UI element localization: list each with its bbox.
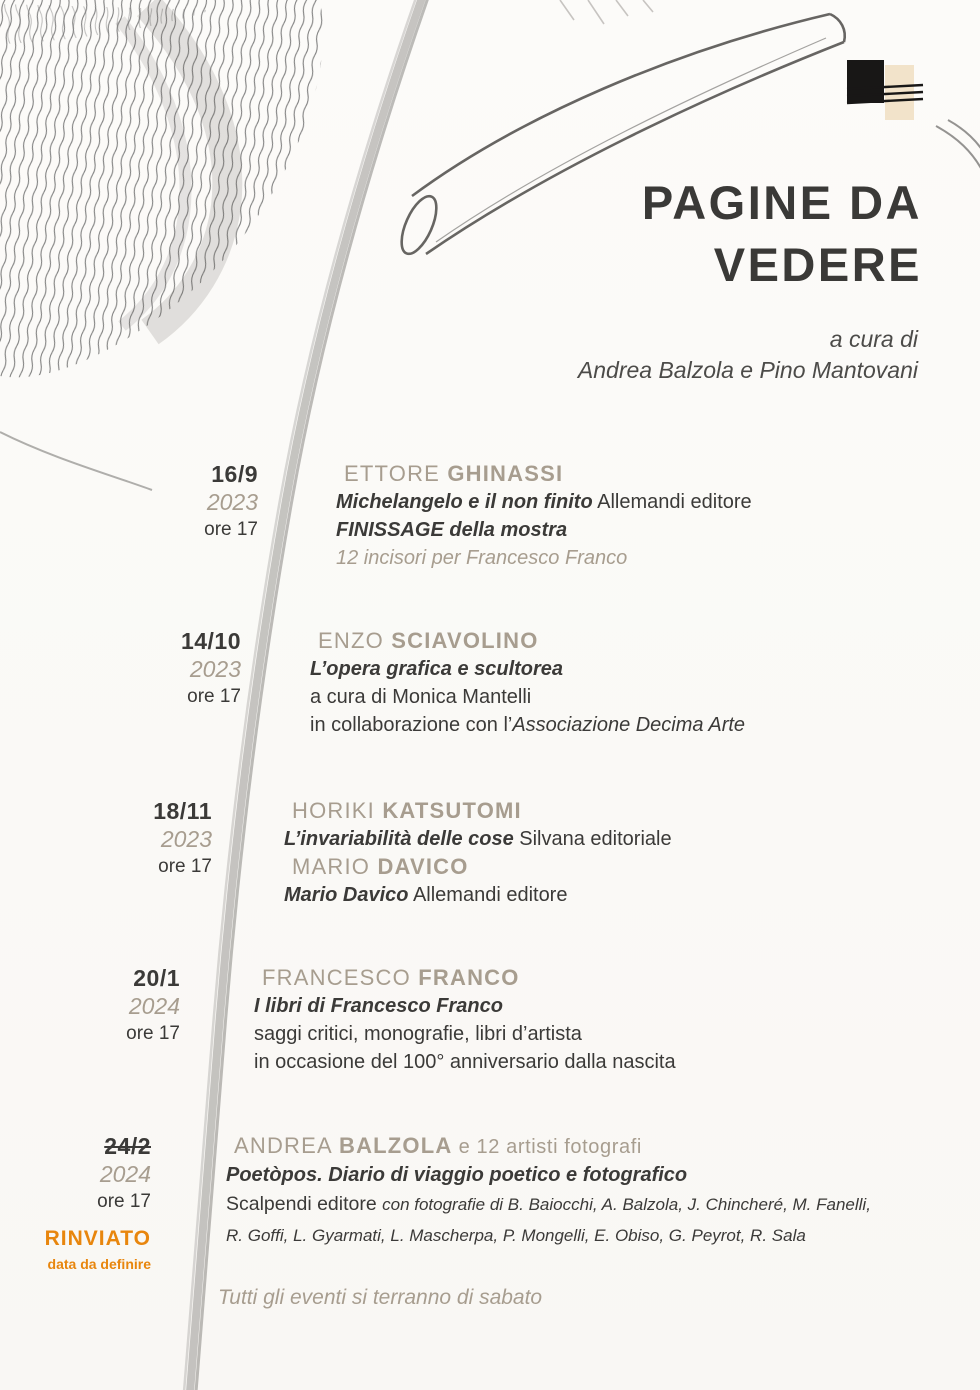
artist-name: FRANCESCO FRANCO (262, 965, 520, 990)
event-date-block (40, 964, 180, 1048)
poster-title-line2: VEDERE (713, 238, 922, 291)
event-date-block (72, 797, 212, 881)
poster-title-line1: PAGINE DA (641, 176, 922, 229)
event-year: 2023 (189, 656, 241, 682)
work-line: L’opera grafica e scultorea (310, 658, 564, 680)
event-time: ore 17 (158, 856, 212, 877)
event-day: 14/10 (180, 628, 241, 654)
event-time: ore 17 (204, 519, 258, 540)
curated-by-label: a cura di (829, 326, 918, 352)
artist-name: ETTORE GHINASSI (344, 461, 564, 486)
detail-line-2: in occasione del 100° anniversario dalla nascita (254, 1051, 676, 1073)
publisher-logo-icon (845, 58, 925, 122)
curated-line: a cura di Monica Mantelli (310, 686, 532, 708)
event-day: 20/1 (133, 965, 180, 991)
work-line: Michelangelo e il non finito Allemandi editore (336, 491, 752, 513)
event-time: ore 17 (97, 1191, 151, 1212)
event-content (254, 964, 874, 1076)
status-note: data da definire (47, 1256, 151, 1272)
event-year: 2023 (206, 489, 258, 515)
event-subtitle: FINISSAGE della mostra (336, 519, 568, 541)
event-date-block (11, 1132, 151, 1273)
title-block (642, 172, 922, 296)
event-day: 18/11 (153, 798, 212, 824)
event-year: 2024 (128, 993, 180, 1019)
artist-name: ENZO SCIAVOLINO (318, 628, 539, 653)
event-day-struck: 24/2 (104, 1133, 151, 1159)
event-content (226, 1132, 886, 1251)
artist-name: HORIKI KATSUTOMI (292, 798, 522, 823)
event-year: 2023 (160, 826, 212, 852)
event-time: ore 17 (187, 686, 241, 707)
event-date-block (101, 627, 241, 711)
event-note: 12 incisori per Francesco Franco (336, 547, 628, 569)
curators-names: Andrea Balzola e Pino Mantovani (577, 357, 918, 383)
event-content (284, 797, 884, 909)
event-time: ore 17 (126, 1023, 180, 1044)
collab-line: in collaborazione con l’Associazione Decima Arte (310, 714, 746, 736)
event-date-block (118, 460, 258, 544)
curators-block (578, 324, 918, 386)
work-line-2: Mario Davico Allemandi editore (284, 884, 568, 906)
credits-line: Scalpendi editore con fotografie di B. Baiocchi, A. Balzola, J. Chincheré, M. Fanelli, R. Goffi, L. Gyarmati, L. Mascherpa, P. Mongelli, E. Obiso, G. Peyrot, R. Sala (226, 1193, 871, 1245)
event-content (336, 460, 896, 572)
work-line: I libri di Francesco Franco (254, 995, 503, 1017)
event-content (310, 627, 890, 739)
work-line: L’invariabilità delle cose Silvana editoriale (284, 828, 672, 850)
work-line: Poetòpos. Diario di viaggio poetico e fotografico (226, 1164, 688, 1186)
detail-line-1: saggi critici, monografie, libri d’artista (254, 1023, 582, 1045)
footer-note: Tutti gli eventi si terranno di sabato (218, 1286, 543, 1309)
event-day: 16/9 (211, 461, 258, 487)
event-year: 2024 (99, 1161, 151, 1187)
artist-name: ANDREA BALZOLA e 12 artisti fotografi (234, 1133, 642, 1158)
status-postponed: RINVIATO (44, 1227, 151, 1250)
artist-name-2: MARIO DAVICO (292, 854, 469, 879)
